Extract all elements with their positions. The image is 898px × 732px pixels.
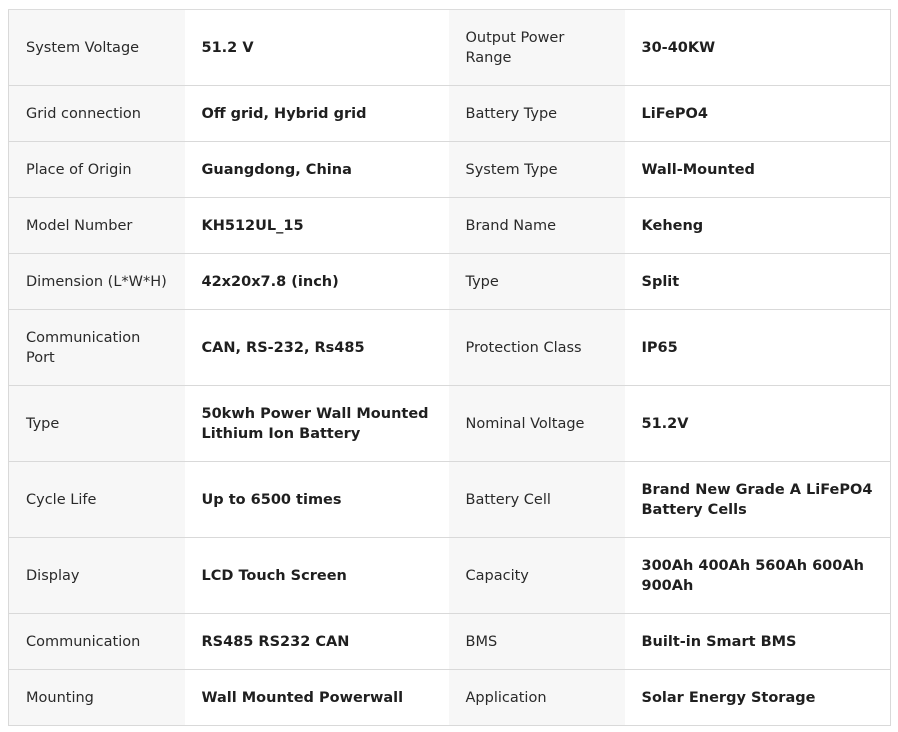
spec-label: Grid connection bbox=[9, 86, 185, 142]
spec-value: Guangdong, China bbox=[185, 142, 449, 198]
spec-value: 50kwh Power Wall Mounted Lithium Ion Battery bbox=[185, 386, 449, 462]
spec-label: Type bbox=[449, 254, 625, 310]
spec-label: Application bbox=[449, 670, 625, 726]
spec-label: Brand Name bbox=[449, 198, 625, 254]
spec-label: Type bbox=[9, 386, 185, 462]
table-row bbox=[9, 86, 891, 142]
spec-label: Model Number bbox=[9, 198, 185, 254]
spec-label: Communication Port bbox=[9, 310, 185, 386]
spec-value: Keheng bbox=[625, 198, 891, 254]
spec-value: CAN, RS-232, Rs485 bbox=[185, 310, 449, 386]
spec-value: 300Ah 400Ah 560Ah 600Ah 900Ah bbox=[625, 538, 891, 614]
table-row bbox=[9, 386, 891, 462]
spec-label: Display bbox=[9, 538, 185, 614]
spec-value: Wall-Mounted bbox=[625, 142, 891, 198]
spec-value: 30-40KW bbox=[625, 10, 891, 86]
spec-label: Dimension (L*W*H) bbox=[9, 254, 185, 310]
spec-value: Up to 6500 times bbox=[185, 462, 449, 538]
spec-label: Battery Cell bbox=[449, 462, 625, 538]
spec-value: IP65 bbox=[625, 310, 891, 386]
spec-label: Nominal Voltage bbox=[449, 386, 625, 462]
table-row bbox=[9, 142, 891, 198]
spec-value: Solar Energy Storage bbox=[625, 670, 891, 726]
table-row bbox=[9, 614, 891, 670]
spec-label: BMS bbox=[449, 614, 625, 670]
spec-value: Off grid, Hybrid grid bbox=[185, 86, 449, 142]
table-row bbox=[9, 462, 891, 538]
spec-value: LCD Touch Screen bbox=[185, 538, 449, 614]
table-row bbox=[9, 10, 891, 86]
spec-label: System Type bbox=[449, 142, 625, 198]
table-row bbox=[9, 254, 891, 310]
spec-label: Battery Type bbox=[449, 86, 625, 142]
table-row bbox=[9, 670, 891, 726]
spec-label: Mounting bbox=[9, 670, 185, 726]
spec-value: 51.2 V bbox=[185, 10, 449, 86]
table-row bbox=[9, 310, 891, 386]
spec-label: System Voltage bbox=[9, 10, 185, 86]
spec-value: LiFePO4 bbox=[625, 86, 891, 142]
spec-label: Protection Class bbox=[449, 310, 625, 386]
spec-value: Brand New Grade A LiFePO4 Battery Cells bbox=[625, 462, 891, 538]
spec-label: Place of Origin bbox=[9, 142, 185, 198]
spec-label: Cycle Life bbox=[9, 462, 185, 538]
spec-value: 51.2V bbox=[625, 386, 891, 462]
spec-label: Communication bbox=[9, 614, 185, 670]
table-row bbox=[9, 538, 891, 614]
spec-label: Capacity bbox=[449, 538, 625, 614]
spec-table bbox=[8, 9, 891, 726]
spec-label: Output Power Range bbox=[449, 10, 625, 86]
table-row bbox=[9, 198, 891, 254]
spec-value: Split bbox=[625, 254, 891, 310]
spec-value: KH512UL_15 bbox=[185, 198, 449, 254]
spec-value: RS485 RS232 CAN bbox=[185, 614, 449, 670]
spec-value: Built-in Smart BMS bbox=[625, 614, 891, 670]
spec-value: Wall Mounted Powerwall bbox=[185, 670, 449, 726]
spec-value: 42x20x7.8 (inch) bbox=[185, 254, 449, 310]
